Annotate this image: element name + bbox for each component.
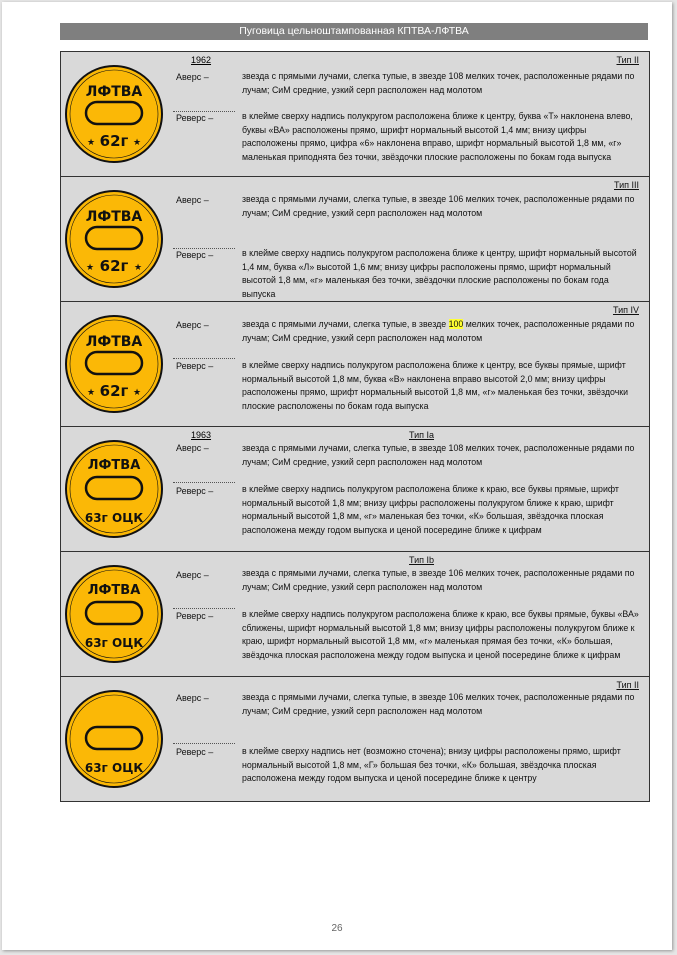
- entry-row: [61, 552, 649, 677]
- revers-text: в клейме сверху надпись полукругом расположена ближе к краю, все буквы прямые, шрифт нормальный высотой 1,8 мм; внизу цифры расположены полукругом ближе к краю, шрифт нормальный высотой 1,8 мм, «г» маленькая без точки, «К» большая, звёздочка плоская расположена между годом выпуска и ценой посередине ближе к цифрам: [242, 484, 619, 535]
- revers-label: Реверс –: [176, 250, 214, 260]
- coin-bottom-text: 62г: [99, 132, 129, 150]
- svg-text:★: ★: [86, 137, 96, 147]
- svg-text:★: ★: [85, 262, 95, 272]
- revers-text: в клейме сверху надпись полукругом расположена ближе к центру, шрифт нормальный высотой 1,4 мм, буква «Л» высотой 1,6 мм; внизу цифры расположены прямо, шрифт нормальный высотой 1,8 мм, «г» маленькая без точки, звёздочки плоские расположены по бокам года выпуска: [242, 248, 637, 299]
- divider: [173, 358, 235, 359]
- year-label: 1962: [191, 55, 212, 65]
- type-label: Тип III: [613, 180, 639, 190]
- avers-label: Аверс –: [176, 195, 209, 205]
- divider: [173, 482, 235, 483]
- divider: [173, 248, 235, 249]
- coin-top-text: ЛФТВА: [87, 583, 141, 598]
- avers-text: звезда с прямыми лучами, слегка тупые, в звезде 100 мелких точек, расположенные рядами по лучам; СиМ средние, узкий серп расположен над молотом: [242, 319, 635, 343]
- coin-top-text: ЛФТВА: [85, 334, 143, 350]
- type-label: Тип II: [616, 55, 639, 65]
- revers-text: в клейме сверху надпись нет (возможно сточена); внизу цифры расположены прямо, шрифт нормальный высотой 1,8 мм, «Г» большая без точки, «К» большая, звёздочка плоская расположена между годом выпуска и ценой посередине ближе к центру: [242, 746, 621, 784]
- button-coin-image: [64, 64, 164, 164]
- avers-label: Аверс –: [176, 693, 209, 703]
- page-number: 26: [331, 923, 343, 934]
- coin-top-text: ЛФТВА: [85, 84, 143, 100]
- revers-label: Реверс –: [176, 747, 214, 757]
- revers-text: в клейме сверху надпись полукругом расположена ближе к центру, все буквы прямые, шрифт нормальный высотой 1,8 мм, буква «В» наклонена вправо высотой 2,0 мм; внизу цифры расположены прямо, шрифт нормальный высотой 1,8 мм, «г» маленькая без точки, звёздочки плоские расположены по бокам года выпуска: [242, 360, 629, 411]
- avers-label: Аверс –: [176, 320, 209, 330]
- avers-label: Аверс –: [176, 570, 209, 580]
- highlighted-value: 100: [448, 319, 464, 329]
- avers-text: звезда с прямыми лучами, слегка тупые, в звезде 106 мелких точек, расположенные рядами по лучам; СиМ средние, узкий серп расположен над молотом: [242, 568, 635, 592]
- coin-bottom-text: 63г ОЦК: [84, 511, 144, 525]
- revers-label: Реверс –: [176, 486, 214, 496]
- avers-label: Аверс –: [176, 443, 209, 453]
- year-label: 1963: [191, 430, 212, 440]
- coin-bottom-text: 63г ОЦК: [84, 636, 144, 650]
- coin-bottom-text: 62г: [99, 382, 129, 400]
- avers-text: звезда с прямыми лучами, слегка тупые, в звезде 106 мелких точек, расположенные рядами по лучам; СиМ средние, узкий серп расположен над молотом: [242, 194, 635, 218]
- divider: [173, 608, 235, 609]
- type-label: Тип IV: [612, 305, 639, 315]
- divider: [173, 743, 235, 744]
- document-page: [2, 2, 672, 950]
- type-label: Тип Ia: [409, 430, 435, 440]
- svg-text:★: ★: [132, 137, 142, 147]
- entries-table: [60, 51, 650, 802]
- revers-label: Реверс –: [176, 113, 214, 123]
- svg-text:★: ★: [133, 262, 143, 272]
- button-coin-image: [64, 189, 164, 289]
- avers-text: звезда с прямыми лучами, слегка тупые, в звезде 108 мелких точек, расположенные рядами по лучам; СиМ средние, узкий серп расположен над молотом: [242, 443, 635, 467]
- avers-label: Аверс –: [176, 72, 209, 82]
- entry-row: [61, 52, 649, 177]
- coin-top-text: ЛФТВА: [87, 458, 141, 473]
- revers-label: Реверс –: [176, 361, 214, 371]
- revers-label: Реверс –: [176, 611, 214, 621]
- button-coin-image: [64, 689, 164, 789]
- svg-text:★: ★: [86, 387, 96, 397]
- revers-text: в клейме сверху надпись полукругом расположена ближе к краю, все буквы прямые, буквы «ВА» сближены, шрифт нормальный высотой 1,8 мм; внизу цифры расположены полукругом ближе к краю, шрифт нормальный высотой 1,8 мм, «г» маленькая прямая без точки, «К» большая, звёздочка плоская расположена между годом выпуска и ценой посередине ближе к цифрам: [242, 609, 639, 660]
- coin-bottom-text: 62г: [99, 257, 129, 275]
- type-label: Тип Ib: [409, 555, 435, 565]
- entry-row: [61, 302, 649, 427]
- revers-text: в клейме сверху надпись полукругом расположена ближе к центру, буква «Т» наклонена влево, буквы «ВА» расположены прямо, шрифт нормальный высотой 1,4 мм; внизу цифры расположены прямо, цифра «6» наклонена вправо, шрифт нормальный высотой 1,8 мм, «г» маленькая приподнята без точки, звёздочки плоские расположены по бокам года выпуска: [242, 111, 633, 162]
- entry-row: [61, 427, 649, 552]
- page-header: Пуговица цельноштампованная КПТВА-ЛФТВА: [60, 23, 648, 40]
- button-coin-image: [64, 314, 164, 414]
- avers-text: звезда с прямыми лучами, слегка тупые, в звезде 108 мелких точек, расположенные рядами по лучам; СиМ средние, узкий серп расположен над молотом: [242, 71, 635, 95]
- type-label: Тип II: [616, 680, 639, 690]
- coin-top-text: ЛФТВА: [85, 209, 143, 225]
- avers-text: звезда с прямыми лучами, слегка тупые, в звезде 106 мелких точек, расположенные рядами по лучам; СиМ средние, узкий серп расположен над молотом: [242, 692, 635, 716]
- svg-text:★: ★: [132, 387, 142, 397]
- entry-row: [61, 677, 649, 802]
- button-coin-image: [64, 564, 164, 664]
- coin-bottom-text: 63г ОЦК: [84, 761, 144, 775]
- divider: [173, 111, 235, 112]
- button-coin-image: [64, 439, 164, 539]
- entry-row: [61, 177, 649, 302]
